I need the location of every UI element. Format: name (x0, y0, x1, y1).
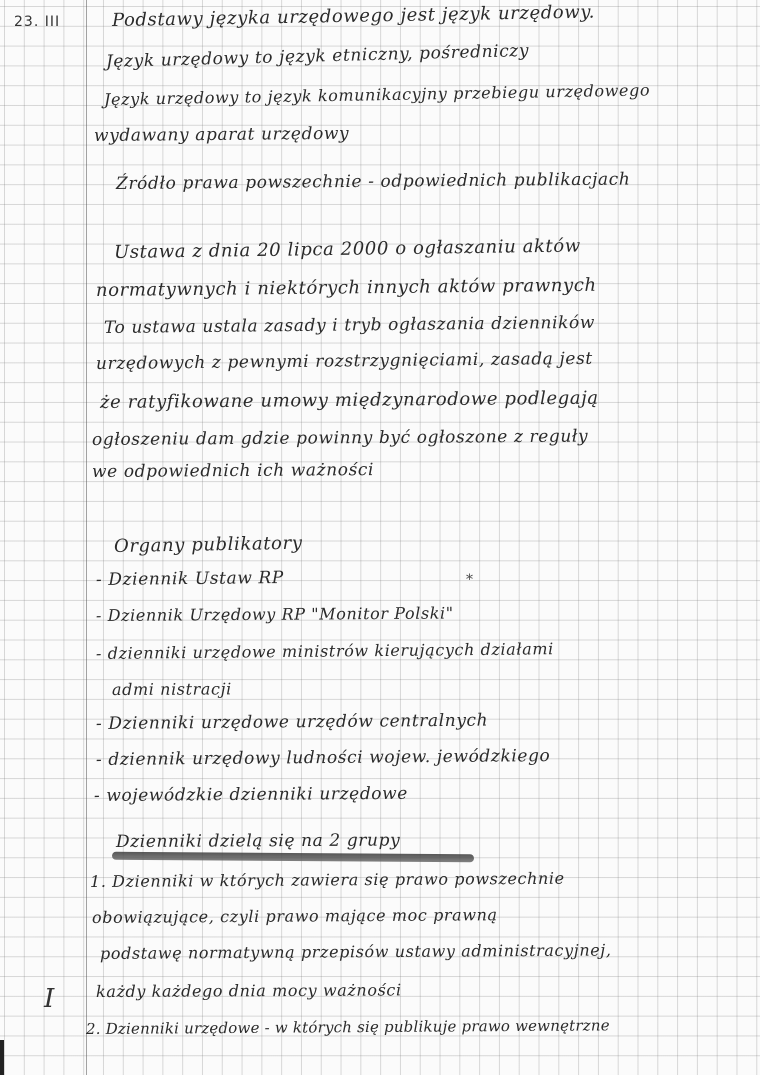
note-line-17: admi nistracji (111, 679, 232, 699)
note-line-10: że ratyfikowane umowy międzynarodowe podlegają (99, 387, 599, 413)
ink-speck: * (466, 572, 473, 588)
note-line-7: normatywnych i niektórych innych aktów prawnych (95, 274, 597, 301)
note-line-5: Źródło prawa powszechnie - odpowiednich publikacjach (115, 169, 631, 194)
margin-line (86, 0, 87, 1075)
date-note: 23. III (14, 14, 61, 30)
note-line-26: 2. Dzienniki urzędowe - w których się publikuje prawo wewnętrzne (85, 1016, 610, 1038)
page-edge-mark (0, 1040, 4, 1075)
note-line-12: we odpowiednich ich ważności (91, 460, 375, 482)
note-line-4: wydawany aparat urzędowy (93, 123, 350, 146)
note-line-8: To ustawa ustala zasady i tryb ogłaszania dzienników (103, 312, 596, 338)
note-line-9: urzędowych z pewnymi rozstrzygnięciami, zasadą jest (95, 348, 593, 374)
note-line-25: każdy każdego dnia mocy ważności (95, 980, 402, 1001)
note-line-16: - dzienniki urzędowe ministrów kierujących działami (95, 639, 554, 663)
margin-mark: I (44, 984, 55, 1014)
note-line-14: - Dziennik Ustaw RP (95, 568, 284, 590)
note-line-3: Język urzędowy to język komunikacyjny przebiegu urzędowego (103, 80, 651, 109)
note-line-19: - dziennik urzędowy ludności wojew. jewódzkiego (95, 746, 551, 770)
note-line-22: 1. Dzienniki w których zawiera się prawo powszechnie (89, 868, 565, 891)
note-line-13: Organy publikatory (113, 532, 303, 557)
heading-underline (112, 852, 474, 863)
note-line-18: - Dzienniki urzędowe urzędów centralnych (95, 710, 489, 734)
note-line-20: - wojewódzkie dzienniki urzędowe (93, 783, 408, 806)
note-line-15: - Dziennik Urzędowy RP "Monitor Polski" (95, 603, 454, 625)
note-line-24: podstawę normatywną przepisów ustawy administracyjnej, (99, 940, 612, 963)
note-line-23: obowiązujące, czyli prawo mające moc prawną (91, 905, 498, 927)
note-line-6: Ustawa z dnia 20 lipca 2000 o ogłaszaniu aktów (113, 235, 581, 263)
section-heading: Dzienniki dzielą się na 2 grupy (115, 830, 401, 852)
note-line-2: Język urzędowy to język etniczny, pośredniczy (105, 40, 530, 72)
note-line-1: Podstawy języka urzędowego jest język urzędowy. (111, 1, 596, 31)
note-line-11: ogłoszeniu dam gdzie powinny być ogłoszone z reguły (91, 426, 589, 450)
